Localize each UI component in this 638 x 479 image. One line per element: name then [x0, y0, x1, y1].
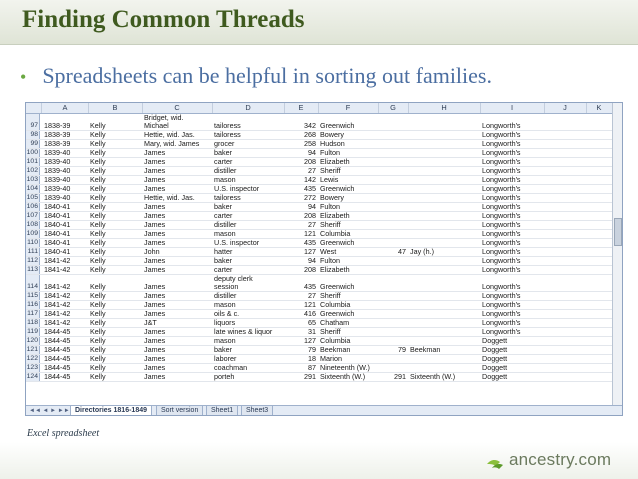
cell-b[interactable]: Kelly — [90, 122, 106, 130]
table-row[interactable] — [26, 292, 612, 301]
cell-h[interactable]: Jay (h.) — [410, 248, 434, 256]
cell-i[interactable]: Doggett — [482, 355, 508, 363]
cell-d[interactable]: carter — [214, 158, 233, 166]
cell-b[interactable]: Kelly — [90, 131, 106, 139]
cell-d[interactable]: distiller — [214, 167, 237, 175]
table-row[interactable] — [26, 185, 612, 194]
scrollbar-thumb[interactable] — [614, 218, 622, 246]
cell-c[interactable]: James — [144, 221, 166, 229]
cell-c[interactable]: Hettie, wid. Jas. — [144, 131, 195, 139]
cell-e[interactable]: 27 — [308, 292, 316, 300]
table-row[interactable] — [26, 230, 612, 239]
cell-e[interactable]: 27 — [308, 221, 316, 229]
tab-directories[interactable]: Directories 1816-1849 — [70, 406, 152, 416]
cell-a[interactable]: 1841-42 — [44, 310, 71, 318]
spreadsheet[interactable] — [25, 102, 623, 416]
cell-e[interactable]: 18 — [308, 355, 316, 363]
row-number[interactable]: 113 — [27, 266, 38, 273]
cell-b[interactable]: Kelly — [90, 337, 106, 345]
logo-text: ancestry.com — [509, 450, 612, 469]
row-number[interactable]: 110 — [27, 239, 38, 246]
cell-f[interactable]: Elizabeth — [320, 158, 350, 166]
cell-e[interactable]: 268 — [304, 131, 316, 139]
bullet-text: Spreadsheets can be helpful in sorting out families. — [42, 63, 492, 88]
row-number[interactable]: 97 — [26, 114, 40, 130]
cell-f[interactable]: Hudson — [320, 140, 345, 148]
table-row[interactable] — [26, 176, 612, 185]
cell-a[interactable]: 1839-40 — [44, 176, 71, 184]
cell-a[interactable]: 1841-42 — [44, 319, 71, 327]
cell-c[interactable]: James — [144, 266, 166, 274]
cell-a[interactable]: 1844-45 — [44, 355, 71, 363]
cell-a[interactable]: 1839-40 — [44, 194, 71, 202]
cell-c[interactable]: James — [144, 292, 166, 300]
cell-f[interactable]: Fulton — [320, 203, 340, 211]
cell-c[interactable]: James — [144, 167, 166, 175]
cell-a[interactable]: 1839-40 — [44, 185, 71, 193]
cell-d[interactable]: distiller — [214, 221, 237, 229]
table-row[interactable] — [26, 149, 612, 158]
cell-i[interactable]: Longworth's — [482, 292, 521, 300]
table-row[interactable] — [26, 194, 612, 203]
cell-e[interactable]: 291 — [304, 373, 316, 381]
cell-b[interactable]: Kelly — [90, 185, 106, 193]
cell-a[interactable]: 1844-45 — [44, 364, 71, 372]
column-header[interactable]: K — [586, 103, 613, 113]
row-number[interactable]: 122 — [26, 355, 38, 362]
table-row[interactable] — [26, 239, 612, 248]
row-number[interactable]: 103 — [26, 176, 38, 183]
cell-a[interactable]: 1841-42 — [44, 292, 71, 300]
row-number[interactable]: 117 — [27, 310, 38, 317]
cell-b[interactable]: Kelly — [90, 149, 106, 157]
cell-a[interactable]: 1844-45 — [44, 346, 71, 354]
cell-f[interactable]: Sheriff — [320, 292, 341, 300]
cell-i[interactable]: Longworth's — [482, 257, 521, 265]
cell-e[interactable]: 121 — [304, 301, 316, 309]
cell-b[interactable]: Kelly — [90, 310, 106, 318]
cell-a[interactable]: 1838-39 — [44, 131, 71, 139]
cell-e[interactable]: 94 — [308, 257, 316, 265]
cell-d[interactable]: hatter — [214, 248, 233, 256]
cell-b[interactable]: Kelly — [90, 319, 106, 327]
cell-e[interactable]: 87 — [308, 364, 316, 372]
row-number[interactable]: 100 — [26, 149, 38, 156]
cell-i[interactable]: Longworth's — [482, 203, 521, 211]
cell-c[interactable]: James — [144, 301, 166, 309]
table-row[interactable] — [26, 346, 612, 355]
cell-f[interactable]: Bowery — [320, 194, 344, 202]
cell-b[interactable]: Kelly — [90, 301, 106, 309]
cell-b[interactable]: Kelly — [90, 266, 106, 274]
table-row[interactable] — [26, 373, 612, 382]
cell-i[interactable]: Longworth's — [482, 239, 521, 247]
cell-e[interactable]: 65 — [308, 319, 316, 327]
cell-d[interactable]: late wines & liquor — [214, 328, 273, 336]
cell-e[interactable]: 342 — [304, 122, 316, 130]
cell-f[interactable]: Fulton — [320, 149, 340, 157]
cell-f[interactable]: Chatham — [320, 319, 350, 327]
row-number[interactable]: 119 — [27, 328, 38, 335]
cell-e[interactable]: 31 — [308, 328, 316, 336]
row-number[interactable]: 112 — [27, 257, 38, 264]
cell-f[interactable]: Fulton — [320, 257, 340, 265]
cell-a[interactable]: 1838-39 — [44, 122, 71, 130]
cell-c[interactable]: James — [144, 328, 166, 336]
tab-sheet1[interactable]: Sheet1 — [206, 406, 238, 416]
cell-f[interactable]: Elizabeth — [320, 212, 350, 220]
cell-c[interactable]: James — [144, 310, 166, 318]
cell-i[interactable]: Doggett — [482, 337, 508, 345]
cell-i[interactable]: Longworth's — [482, 149, 521, 157]
cell-b[interactable]: Kelly — [90, 346, 106, 354]
cell-i[interactable]: Longworth's — [482, 131, 521, 139]
cell-d[interactable]: laborer — [214, 355, 237, 363]
row-number[interactable]: 98 — [26, 131, 40, 139]
table-row[interactable] — [26, 248, 612, 257]
cell-i[interactable]: Longworth's — [482, 301, 521, 309]
cell-c[interactable]: J&T — [144, 319, 157, 327]
cell-c[interactable]: Hettie, wid. Jas. — [144, 194, 195, 202]
cell-d[interactable]: distiller — [214, 292, 237, 300]
table-row[interactable] — [26, 203, 612, 212]
cell-d[interactable]: carter — [214, 266, 233, 274]
cell-grid[interactable] — [26, 114, 612, 404]
cell-c[interactable]: James — [144, 203, 166, 211]
cell-e[interactable]: 272 — [304, 194, 316, 202]
cell-f[interactable]: Bowery — [320, 131, 344, 139]
cell-e[interactable]: 121 — [304, 230, 316, 238]
table-row[interactable] — [26, 114, 612, 131]
cell-i[interactable]: Longworth's — [482, 328, 521, 336]
cell-f[interactable]: Nineteenth (W.) — [320, 364, 370, 372]
cell-c[interactable]: James — [144, 185, 166, 193]
table-row[interactable] — [26, 337, 612, 346]
cell-i[interactable]: Longworth's — [482, 185, 521, 193]
cell-i[interactable]: Doggett — [482, 346, 508, 354]
cell-d[interactable]: mason — [214, 230, 236, 238]
cell-d[interactable]: U.S. inspector — [214, 239, 260, 247]
cell-c[interactable]: James — [144, 149, 166, 157]
cell-c[interactable]: James — [144, 176, 166, 184]
cell-i[interactable]: Longworth's — [482, 158, 521, 166]
cell-d[interactable]: liquors — [214, 319, 236, 327]
cell-a[interactable]: 1840-41 — [44, 230, 71, 238]
cell-b[interactable]: Kelly — [90, 283, 106, 291]
cell-c[interactable]: Bridget, wid. Michael — [144, 114, 184, 130]
cell-g[interactable]: 79 — [398, 346, 406, 354]
cell-d[interactable]: oils & c. — [214, 310, 240, 318]
cell-i[interactable]: Longworth's — [482, 310, 521, 318]
cell-b[interactable]: Kelly — [90, 194, 106, 202]
table-row[interactable] — [26, 131, 612, 140]
cell-e[interactable]: 416 — [304, 310, 316, 318]
column-header[interactable]: E — [284, 103, 319, 113]
cell-i[interactable]: Longworth's — [482, 122, 521, 130]
cell-i[interactable]: Doggett — [482, 364, 508, 372]
row-number[interactable]: 107 — [26, 212, 38, 219]
row-number[interactable]: 104 — [26, 185, 38, 192]
cell-a[interactable]: 1840-41 — [44, 203, 71, 211]
cell-a[interactable]: 1841-42 — [44, 266, 71, 274]
cell-e[interactable]: 127 — [304, 337, 316, 345]
cell-a[interactable]: 1844-45 — [44, 337, 71, 345]
column-header[interactable]: G — [378, 103, 409, 113]
cell-b[interactable]: Kelly — [90, 355, 106, 363]
table-row[interactable] — [26, 364, 612, 373]
column-header[interactable]: A — [42, 103, 89, 113]
table-row[interactable] — [26, 212, 612, 221]
cell-e[interactable]: 258 — [304, 140, 316, 148]
cell-f[interactable]: Greenwich — [320, 283, 355, 291]
cell-b[interactable]: Kelly — [90, 203, 106, 211]
cell-b[interactable]: Kelly — [90, 373, 106, 381]
cell-a[interactable]: 1839-40 — [44, 149, 71, 157]
column-header[interactable]: B — [88, 103, 143, 113]
cell-d[interactable]: mason — [214, 337, 236, 345]
column-header[interactable]: J — [544, 103, 587, 113]
cell-d[interactable]: tailoress — [214, 194, 241, 202]
table-row[interactable] — [26, 301, 612, 310]
vertical-scrollbar[interactable] — [612, 103, 622, 405]
table-row[interactable] — [26, 328, 612, 337]
cell-e[interactable]: 435 — [304, 239, 316, 247]
row-number[interactable]: 114 — [26, 275, 40, 291]
slide-header — [0, 0, 638, 45]
cell-d[interactable]: baker — [214, 149, 232, 157]
cell-i[interactable]: Longworth's — [482, 230, 521, 238]
cell-f[interactable]: Lewis — [320, 176, 339, 184]
cell-f[interactable]: West — [320, 248, 337, 256]
cell-e[interactable]: 208 — [304, 266, 316, 274]
cell-i[interactable]: Longworth's — [482, 176, 521, 184]
cell-e[interactable]: 94 — [308, 203, 316, 211]
row-number[interactable]: 116 — [27, 301, 38, 308]
row-number[interactable]: 106 — [26, 203, 38, 210]
cell-b[interactable]: Kelly — [90, 221, 106, 229]
cell-a[interactable]: 1844-45 — [44, 373, 71, 381]
cell-c[interactable]: John — [144, 248, 160, 256]
cell-f[interactable]: Greenwich — [320, 310, 355, 318]
cell-b[interactable]: Kelly — [90, 158, 106, 166]
row-number[interactable]: 102 — [26, 167, 38, 174]
row-number[interactable]: 111 — [27, 248, 38, 255]
table-row[interactable] — [26, 310, 612, 319]
table-row[interactable] — [26, 275, 612, 292]
cell-e[interactable]: 435 — [304, 185, 316, 193]
cell-e[interactable]: 79 — [308, 346, 316, 354]
row-number[interactable]: 121 — [26, 346, 38, 353]
cell-c[interactable]: James — [144, 212, 166, 220]
column-header[interactable]: F — [318, 103, 379, 113]
column-header-row — [26, 103, 622, 114]
cell-i[interactable]: Longworth's — [482, 283, 521, 291]
column-header[interactable]: H — [408, 103, 481, 113]
cell-h[interactable]: Sixteenth (W.) — [410, 373, 456, 381]
cell-c[interactable]: James — [144, 373, 166, 381]
cell-f[interactable]: Greenwich — [320, 122, 355, 130]
cell-d[interactable]: grocer — [214, 140, 235, 148]
cell-a[interactable]: 1838-39 — [44, 140, 71, 148]
cell-c[interactable]: James — [144, 230, 166, 238]
cell-e[interactable]: 27 — [308, 167, 316, 175]
cell-d[interactable]: baker — [214, 203, 232, 211]
cell-a[interactable]: 1841-42 — [44, 301, 71, 309]
cell-e[interactable]: 127 — [304, 248, 316, 256]
column-header[interactable]: I — [480, 103, 545, 113]
cell-i[interactable]: Longworth's — [482, 212, 521, 220]
cell-a[interactable]: 1844-45 — [44, 328, 71, 336]
slide-title: Finding Common Threads — [22, 6, 305, 33]
cell-f[interactable]: Greenwich — [320, 239, 355, 247]
image-caption: Excel spreadsheet — [27, 428, 100, 439]
cell-i[interactable]: Longworth's — [482, 248, 521, 256]
cell-c[interactable]: James — [144, 364, 166, 372]
row-number[interactable]: 120 — [26, 337, 38, 344]
row-number[interactable]: 99 — [26, 140, 40, 148]
row-number[interactable]: 115 — [27, 292, 38, 299]
cell-a[interactable]: 1840-41 — [44, 212, 71, 220]
cell-a[interactable]: 1839-40 — [44, 167, 71, 175]
cell-d[interactable]: coachman — [214, 364, 248, 372]
cell-d[interactable]: carter — [214, 212, 233, 220]
cell-c[interactable]: James — [144, 158, 166, 166]
sheet-nav-arrows[interactable]: ◄◄ ◄ ► ►► — [29, 408, 70, 414]
cell-f[interactable]: Columbia — [320, 301, 351, 309]
cell-f[interactable]: Sheriff — [320, 167, 341, 175]
cell-d[interactable]: tailoress — [214, 131, 241, 139]
cell-a[interactable]: 1840-41 — [44, 239, 71, 247]
cell-b[interactable]: Kelly — [90, 176, 106, 184]
cell-a[interactable]: 1841-42 — [44, 257, 71, 265]
cell-f[interactable]: Sheriff — [320, 328, 341, 336]
cell-i[interactable]: Longworth's — [482, 194, 521, 202]
cell-d[interactable]: baker — [214, 346, 232, 354]
cell-f[interactable]: Greenwich — [320, 185, 355, 193]
cell-d[interactable]: porteh — [214, 373, 235, 381]
cell-d[interactable]: U.S. inspector — [214, 185, 260, 193]
cell-g[interactable]: 291 — [394, 373, 406, 381]
cell-f[interactable]: Sixteenth (W.) — [320, 373, 366, 381]
column-header[interactable]: D — [212, 103, 285, 113]
cell-b[interactable]: Kelly — [90, 239, 106, 247]
cell-b[interactable]: Kelly — [90, 140, 106, 148]
cell-i[interactable]: Doggett — [482, 373, 508, 381]
cell-i[interactable]: Longworth's — [482, 140, 521, 148]
cell-c[interactable]: Mary, wid. James — [144, 140, 200, 148]
cell-d[interactable]: mason — [214, 176, 236, 184]
table-row[interactable] — [26, 257, 612, 266]
cell-f[interactable]: Columbia — [320, 337, 351, 345]
cell-i[interactable]: Longworth's — [482, 221, 521, 229]
row-number[interactable]: 108 — [26, 221, 38, 228]
cell-b[interactable]: Kelly — [90, 212, 106, 220]
cell-d[interactable]: baker — [214, 257, 232, 265]
sheet-tabs-bar — [26, 405, 622, 416]
row-number[interactable]: 123 — [26, 364, 38, 371]
cell-e[interactable]: 208 — [304, 212, 316, 220]
row-number[interactable]: 109 — [26, 230, 38, 237]
cell-d[interactable]: mason — [214, 301, 236, 309]
leaf-icon — [486, 453, 504, 471]
cell-b[interactable]: Kelly — [90, 292, 106, 300]
cell-f[interactable]: Sheriff — [320, 221, 341, 229]
cell-f[interactable]: Columbia — [320, 230, 351, 238]
cell-a[interactable]: 1841-42 — [44, 283, 71, 291]
row-number[interactable]: 105 — [26, 194, 38, 201]
table-row[interactable] — [26, 221, 612, 230]
cell-c[interactable]: James — [144, 346, 166, 354]
table-row[interactable] — [26, 167, 612, 176]
row-number[interactable]: 101 — [26, 158, 38, 165]
bullet-point — [20, 63, 492, 89]
cell-i[interactable]: Longworth's — [482, 167, 521, 175]
table-row[interactable] — [26, 158, 612, 167]
cell-c[interactable]: James — [144, 283, 166, 291]
cell-f[interactable]: Marion — [320, 355, 342, 363]
cell-b[interactable]: Kelly — [90, 364, 106, 372]
cell-d[interactable]: tailoress — [214, 122, 241, 130]
cell-g[interactable]: 47 — [398, 248, 406, 256]
cell-b[interactable]: Kelly — [90, 167, 106, 175]
cell-e[interactable]: 208 — [304, 158, 316, 166]
cell-b[interactable]: Kelly — [90, 328, 106, 336]
cell-e[interactable]: 142 — [304, 176, 316, 184]
cell-c[interactable]: James — [144, 257, 166, 265]
cell-b[interactable]: Kelly — [90, 230, 106, 238]
table-row[interactable] — [26, 319, 612, 328]
cell-a[interactable]: 1840-41 — [44, 248, 71, 256]
table-row[interactable] — [26, 266, 612, 275]
cell-a[interactable]: 1840-41 — [44, 221, 71, 229]
tab-sort-version[interactable]: Sort version — [156, 406, 203, 416]
cell-a[interactable]: 1839-40 — [44, 158, 71, 166]
cell-f[interactable]: Beekman — [320, 346, 351, 354]
row-number[interactable]: 124 — [26, 373, 38, 380]
cell-h[interactable]: Beekman — [410, 346, 441, 354]
cell-i[interactable]: Longworth's — [482, 319, 521, 327]
cell-c[interactable]: James — [144, 239, 166, 247]
table-row[interactable] — [26, 355, 612, 364]
cell-b[interactable]: Kelly — [90, 257, 106, 265]
select-all-corner[interactable] — [26, 103, 42, 113]
cell-e[interactable]: 435 — [304, 283, 316, 291]
table-row[interactable] — [26, 140, 612, 149]
cell-i[interactable]: Longworth's — [482, 266, 521, 274]
tab-sheet3[interactable]: Sheet3 — [241, 406, 273, 416]
column-header[interactable]: C — [142, 103, 213, 113]
cell-e[interactable]: 94 — [308, 149, 316, 157]
row-number[interactable]: 118 — [27, 319, 38, 326]
cell-f[interactable]: Elizabeth — [320, 266, 350, 274]
cell-c[interactable]: James — [144, 355, 166, 363]
cell-d[interactable]: deputy clerk session — [214, 275, 253, 291]
cell-c[interactable]: James — [144, 337, 166, 345]
cell-b[interactable]: Kelly — [90, 248, 106, 256]
bullet-dot-icon: • — [20, 67, 27, 87]
